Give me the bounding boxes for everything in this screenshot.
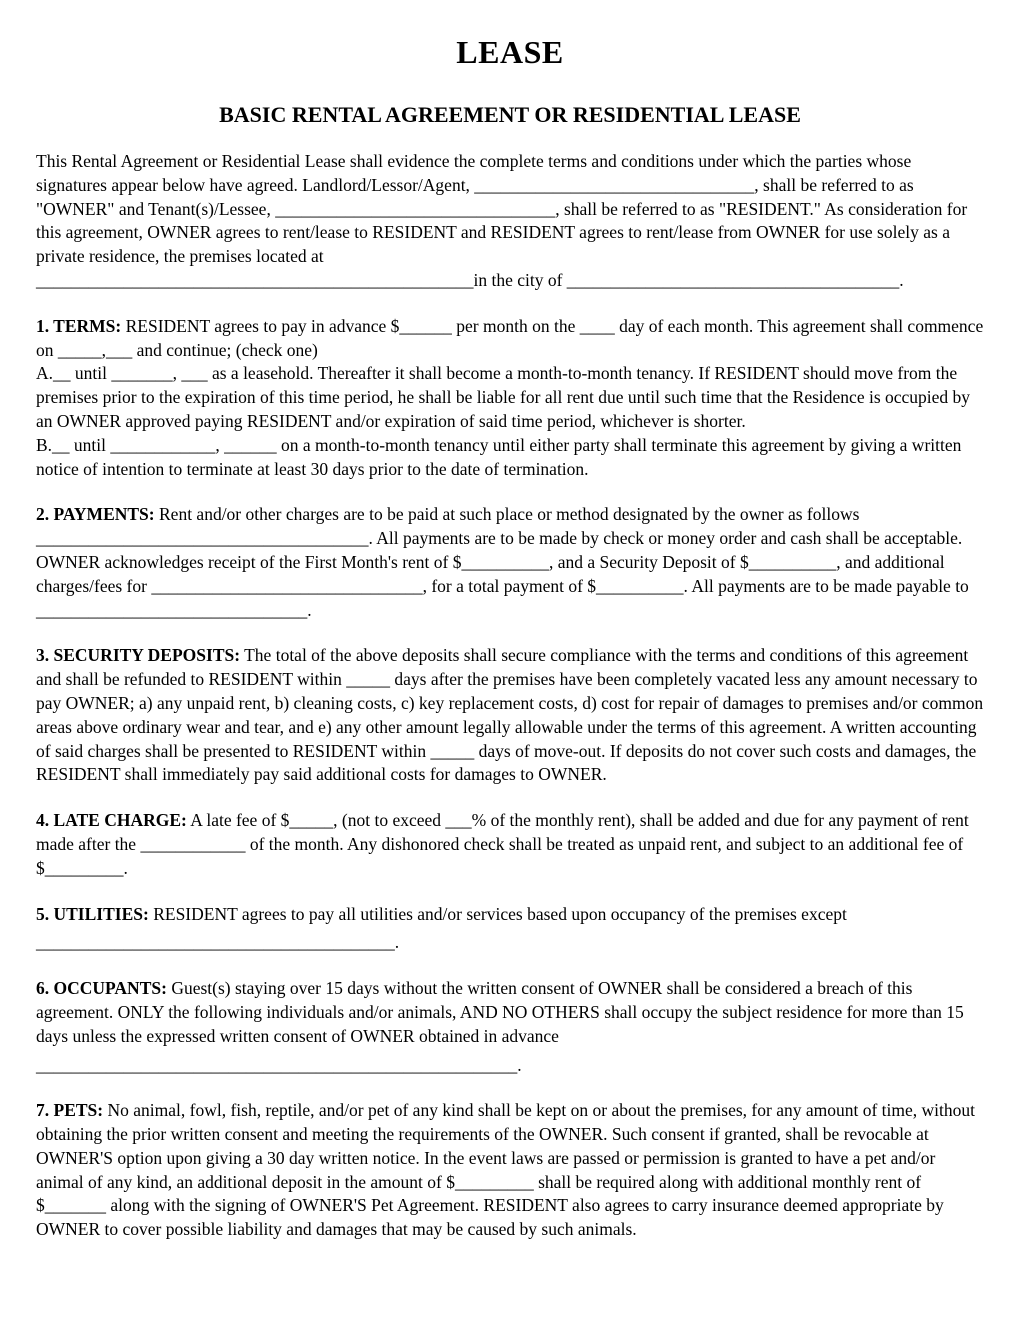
section-occupants (36, 977, 984, 1077)
intro-text: This Rental Agreement or Residential Lease shall evidence the complete terms and conditions under which the parties whose signatures appear below have agreed. Landlord/Lessor/Agent, ________________________________, shall be referred to as "OWNER" and Tenant(s)/Lessee, ________________________________, shall be referred to as "RESIDENT." As consideration for this agreement, OWNER agrees to rent/lease to RESIDENT and RESIDENT agrees to rent/lease from OWNER for use solely as a private residence, the premises located at (36, 151, 968, 267)
pets-body: No animal, fowl, fish, reptile, and/or pet of any kind shall be kept on or about the premises, for any amount of time, without obtaining the prior written consent and meeting the requirements of the OWNER. Such consent if granted, shall be revocable at OWNER'S option upon giving a 30 day written notice. In the event laws are passed or permission is granted to have a pet and/or animal of any kind, an additional deposit in the amount of $_________ shall be required along with additional monthly rent of $_______ along with the signing of OWNER'S Pet Agreement. RESIDENT also agrees to carry insurance deemed appropriate by OWNER to cover possible liability and damages that may be caused by such animals. (36, 1100, 975, 1240)
payments-body: Rent and/or other charges are to be paid at such place or method designated by the owner as follows ______________________________________. All payments are to be made by check or money order and cash shall be acceptable. OWNER acknowledges receipt of the First Month's rent of $__________, and a Security Deposit of $__________, and additional charges/fees for _______________________________, for a total payment of $__________. All payments are to be made payable to _______________________________. (36, 504, 969, 620)
section-terms (36, 315, 984, 482)
section-pets (36, 1099, 984, 1242)
security-deposits-paragraph (36, 644, 984, 787)
terms-body: RESIDENT agrees to pay in advance $______ per month on the ____ day of each month. This agreement shall commence on _____,___ and continue; (check one) (36, 315, 984, 360)
terms-heading: 1. TERMS: (36, 315, 122, 336)
utilities-paragraph (36, 903, 984, 927)
terms-clause-a: A.__ until _______, ___ as a leasehold. Thereafter it shall become a month-to-month tenancy. If RESIDENT should move from the premises prior to the expiration of this time period, he shall be liable for all rent due until such time that the Residence is occupied by an OWNER approved paying RESIDENT and/or expiration of said time period, whichever is shorter. (36, 363, 971, 431)
section-security-deposits (36, 644, 984, 787)
section-utilities (36, 903, 984, 956)
terms-paragraph (36, 315, 984, 363)
section-payments (36, 503, 984, 622)
occupants-body: Guest(s) staying over 15 days without the written consent of OWNER shall be considered a breach of this agreement. ONLY the following individuals and/or animals, AND NO OTHERS shall occupy the subject residence for more than 15 days unless the expressed written consent of OWNER obtained in advance (36, 978, 964, 1046)
intro-paragraph (36, 150, 984, 293)
late-charge-heading: 4. LATE CHARGE: (36, 810, 187, 831)
security-deposits-heading: 3. SECURITY DEPOSITS: (36, 645, 241, 666)
utilities-blank-line: _________________________________________. (36, 932, 400, 953)
occupants-paragraph (36, 977, 984, 1048)
payments-heading: 2. PAYMENTS: (36, 504, 155, 525)
security-deposits-body: The total of the above deposits shall secure compliance with the terms and conditions of this agreement and shall be refunded to RESIDENT within _____ days after the premises have been completely vacated less any amount necessary to pay OWNER; a) any unpaid rent, b) cleaning costs, c) key replacement costs, d) cost for repair of damages to premises and/or common areas above ordinary wear and tear, and e) any other amount legally allowable under the terms of this agreement. A written accounting of said charges shall be presented to RESIDENT within _____ days of move-out. If deposits do not cover such costs and damages, the RESIDENT shall immediately pay said additional costs for damages to OWNER. (36, 645, 984, 785)
section-late-charge (36, 809, 984, 880)
pets-heading: 7. PETS: (36, 1100, 104, 1121)
document-subtitle: BASIC RENTAL AGREEMENT OR RESIDENTIAL LEASE (219, 102, 801, 127)
occupants-heading: 6. OCCUPANTS: (36, 978, 167, 999)
document-title: LEASE (456, 34, 564, 70)
terms-clause-b: B.__ until ____________, ______ on a month-to-month tenancy until either party shall terminate this agreement by giving a written notice of intention to terminate at least 30 days prior to the date of termination. (36, 434, 962, 479)
pets-paragraph (36, 1099, 984, 1242)
late-charge-paragraph (36, 809, 984, 880)
late-charge-body: A late fee of $_____, (not to exceed ___% of the monthly rent), shall be added and due for any payment of rent made after the ____________ of the month. Any dishonored check shall be treated as unpaid rent, and subject to an additional fee of $_________. (36, 810, 969, 878)
intro-blank-line: __________________________________________________in the city of ______________________________________. (36, 269, 904, 290)
utilities-body: RESIDENT agrees to pay all utilities and/or services based upon occupancy of the premises except (148, 903, 847, 924)
utilities-heading: 5. UTILITIES: (36, 903, 149, 924)
occupants-blank-line: _______________________________________________________. (36, 1054, 522, 1075)
payments-paragraph (36, 503, 984, 622)
